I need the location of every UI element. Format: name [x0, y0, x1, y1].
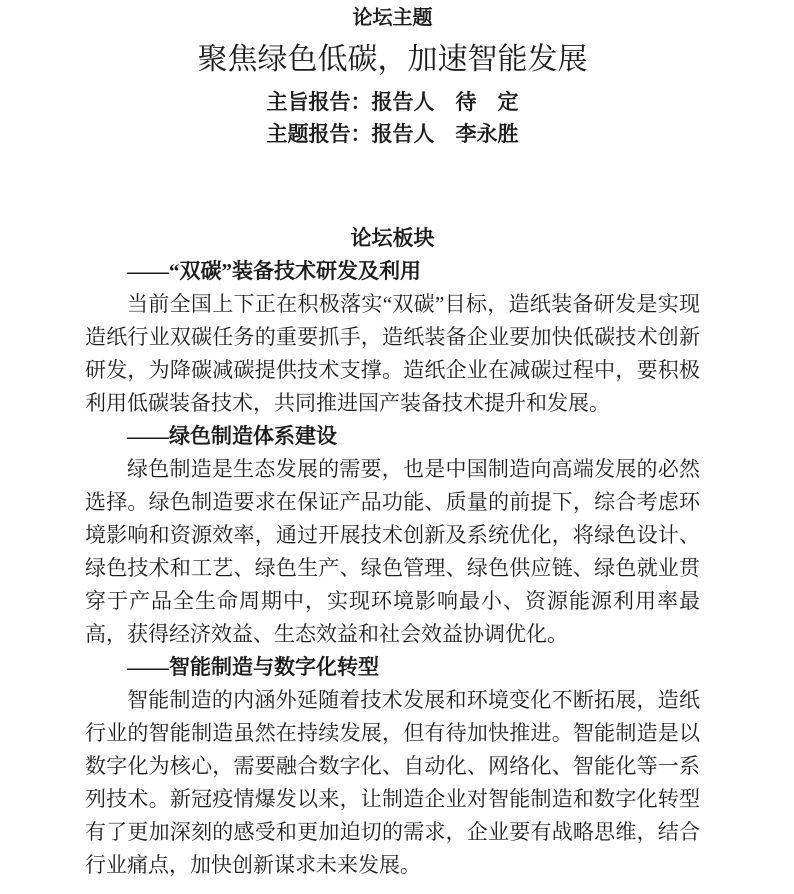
- section-heading-intelligent-manufacturing: ——智能制造与数字化转型: [127, 655, 379, 679]
- section-intelligent-manufacturing: [85, 651, 700, 882]
- section-body-dual-carbon: 当前全国上下正在积极落实“双碳”目标，造纸装备研发是实现造纸行业双碳任务的重要抓手，造纸装备企业要加快低碳技术创新研发，为降碳减碳提供技术支撑。造纸企业在减碳过程中，要积极利用低碳装备技术，共同推进国产装备技术提升和发展。: [85, 292, 700, 415]
- section-heading-dual-carbon: ——“双碳”装备技术研发及利用: [127, 259, 421, 283]
- section-heading-green-manufacturing: ——绿色制造体系建设: [127, 424, 337, 448]
- keynote-report-line: 主旨报告：报告人 待 定: [266, 90, 519, 114]
- forum-sections-heading: 论坛板块: [350, 226, 435, 250]
- section-body-intelligent-manufacturing: 智能制造的内涵外延随着技术发展和环境变化不断拓展，造纸行业的智能制造虽然在持续发展，但有待加快推进。智能制造是以数字化为核心，需要融合数字化、自动化、网络化、智能化等一系列技术。新冠疫情爆发以来，让制造企业对智能制造和数字化转型有了更加深刻的感受和更加迫切的需求，企业要有战略思维，结合行业痛点，加快创新谋求未来发展。: [85, 688, 700, 877]
- section-dual-carbon: [85, 255, 700, 420]
- forum-theme-label: 论坛主题: [352, 7, 433, 29]
- theme-report-line: 主题报告：报告人 李永胜: [266, 122, 519, 146]
- section-green-manufacturing: [85, 420, 700, 651]
- report-lines: [85, 86, 700, 150]
- section-body-green-manufacturing: 绿色制造是生态发展的需要，也是中国制造向高端发展的必然选择。绿色制造要求在保证产品功能、质量的前提下，综合考虑环境影响和资源效率，通过开展技术创新及系统优化，将绿色设计、绿色技术和工艺、绿色生产、绿色管理、绿色供应链、绿色就业贯穿于产品全生命周期中，实现环境影响最小、资源能源利用率最高，获得经济效益、生态效益和社会效益协调优化。: [85, 457, 700, 646]
- forum-title: 聚焦绿色低碳，加速智能发展: [197, 43, 588, 76]
